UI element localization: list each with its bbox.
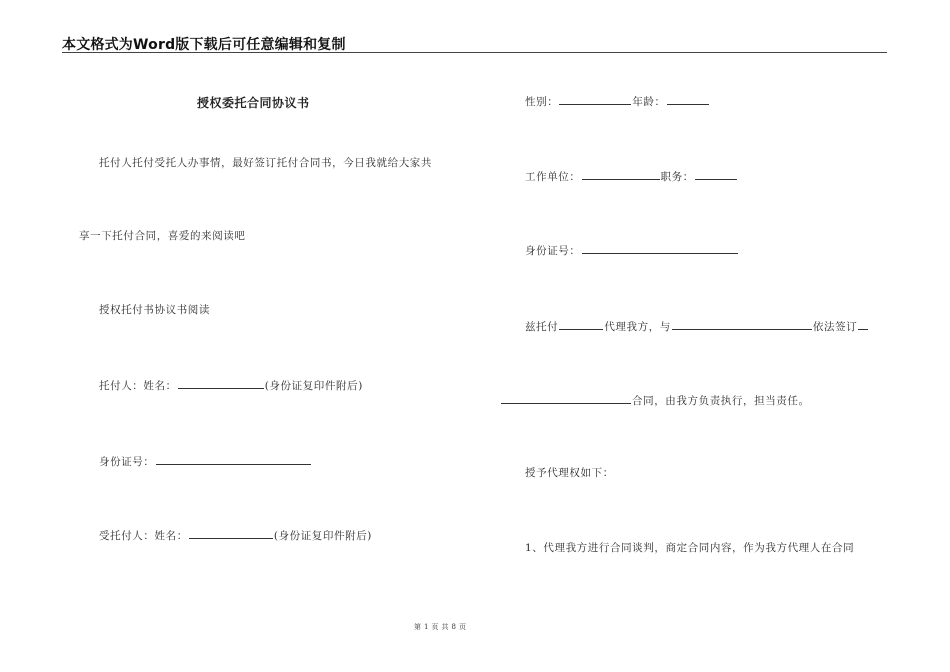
contract-name-blank — [501, 392, 631, 404]
principal-id-line — [99, 453, 312, 469]
agent-id-line — [525, 242, 739, 258]
counterparty-blank — [672, 318, 812, 330]
entrust-text-c: 依法签订 — [812, 321, 858, 333]
page-number: 第 1 页 共 8 页 — [414, 623, 467, 631]
gender-blank — [559, 93, 631, 105]
entrust-line-2 — [500, 392, 810, 408]
header-divider — [62, 52, 887, 53]
agent-id-blank — [582, 242, 738, 254]
powers-heading: 授予代理权如下： — [525, 467, 614, 479]
gender-label: 性别： — [525, 96, 559, 108]
agent-line — [99, 527, 372, 543]
principal-note: (身份证复印件附后) — [264, 380, 363, 392]
intro-line-2: 享一下托付合同，喜爱的来阅读吧 — [79, 230, 246, 242]
age-blank — [667, 93, 709, 105]
power-item-1: 1、代理我方进行合同谈判，商定合同内容，作为我方代理人在合同 — [525, 542, 855, 554]
agent-note: (身份证复印件附后) — [273, 530, 373, 542]
document-banner: 本文格式为Word版下载后可任意编辑和复制 — [62, 37, 346, 53]
principal-label: 托付人：姓名： — [99, 380, 177, 392]
employer-blank — [582, 168, 660, 180]
id-label: 身份证号： — [525, 245, 581, 257]
employer-label: 工作单位： — [525, 171, 581, 183]
entrust-trailing-blank — [858, 318, 868, 330]
id-label: 身份证号： — [99, 456, 155, 468]
entrust-text-d: 合同，由我方负责执行，担当责任。 — [632, 395, 810, 407]
entrust-line-1 — [525, 318, 869, 334]
agent-label: 受托付人：姓名： — [99, 530, 188, 542]
principal-line — [99, 377, 363, 393]
position-label: 职务： — [660, 171, 694, 183]
principal-id-blank — [156, 453, 311, 465]
section-heading: 授权托付书协议书阅读 — [99, 304, 210, 316]
age-label: 年龄： — [632, 96, 666, 108]
position-blank — [695, 168, 737, 180]
principal-name-blank — [178, 377, 264, 389]
employer-line — [525, 168, 738, 184]
agent-name-blank — [189, 527, 273, 539]
entrust-text-a: 兹托付 — [525, 321, 559, 333]
entrust-text-b: 代理我方，与 — [604, 321, 671, 333]
entrust-agent-blank — [559, 318, 603, 330]
intro-line-1: 托付人托付受托人办事情，最好签订托付合同书，今日我就给大家共 — [99, 157, 432, 169]
document-title: 授权委托合同协议书 — [197, 96, 310, 110]
gender-age-line — [525, 93, 710, 109]
